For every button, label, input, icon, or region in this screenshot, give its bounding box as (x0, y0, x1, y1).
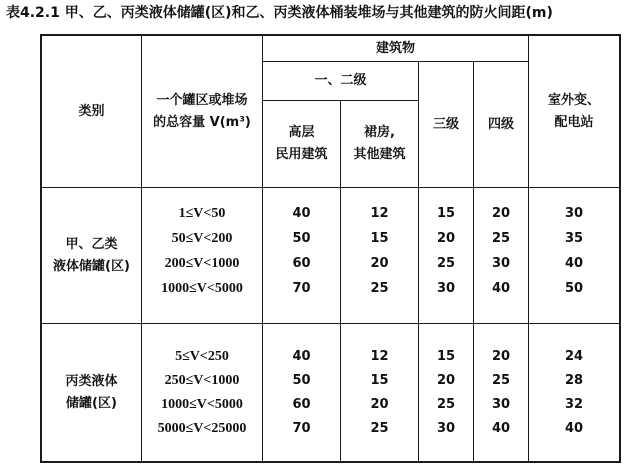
grade4-distance: 30 (491, 255, 511, 271)
grade3-distance: 25 (436, 397, 456, 412)
table-row (142, 369, 619, 393)
grade4-distance: 30 (491, 397, 511, 412)
grade4-distance: 25 (491, 230, 511, 246)
highrise-distance: 40 (292, 205, 311, 221)
header-substation: 室外变、 配电站 (547, 92, 600, 130)
substation-distance: 30 (564, 205, 584, 221)
podium-distance: 15 (370, 230, 389, 246)
table-title: 表4.2.1 甲、乙、丙类液体储罐(区)和乙、丙类液体桶装堆场与其他建筑的防火间距(m) (6, 5, 553, 21)
highrise-distance: 60 (292, 397, 311, 412)
substation-distance: 24 (564, 349, 584, 364)
substation-distance: 40 (564, 421, 584, 436)
table-row (142, 251, 619, 276)
highrise-distance: 40 (292, 349, 311, 364)
table-row (142, 226, 619, 251)
table-row (142, 345, 619, 369)
grade3-distance: 20 (436, 373, 456, 388)
header-building: 建筑物 (375, 40, 415, 56)
capacity-range: 1000≤V<5000 (161, 280, 243, 296)
table-row (142, 417, 619, 441)
substation-distance: 35 (564, 230, 584, 246)
highrise-distance: 70 (292, 421, 311, 436)
grade3-distance: 25 (436, 255, 456, 271)
header-podium: 裙房, 其他建筑 (353, 125, 406, 162)
border-bottom (40, 461, 621, 463)
group-category: 丙类液体 储罐(区) (65, 373, 118, 411)
capacity-range: 5000≤V<25000 (157, 421, 247, 436)
fire-distance-table (40, 34, 621, 462)
podium-distance: 15 (370, 373, 389, 388)
podium-distance: 25 (370, 421, 389, 436)
highrise-distance: 70 (292, 280, 311, 296)
substation-distance: 50 (564, 280, 584, 296)
table-row (142, 393, 619, 417)
capacity-range: 1000≤V<5000 (161, 397, 243, 412)
header-grade-3: 三级 (432, 116, 459, 132)
grade4-distance: 40 (491, 280, 511, 296)
header-grade-1-2: 一、二级 (314, 73, 367, 88)
header-capacity: 一个罐区或堆场 的总容量 V(m³) (153, 92, 251, 130)
podium-distance: 25 (370, 280, 389, 296)
grade4-distance: 20 (491, 205, 511, 221)
grade3-distance: 30 (436, 280, 456, 296)
capacity-range: 50≤V<200 (171, 230, 233, 246)
capacity-range: 1≤V<50 (178, 205, 226, 221)
border-right (619, 34, 621, 463)
capacity-range: 250≤V<1000 (164, 373, 240, 388)
table-row (142, 201, 619, 226)
grade4-distance: 40 (491, 421, 511, 436)
grade4-distance: 25 (491, 373, 511, 388)
capacity-range: 5≤V<250 (175, 349, 229, 364)
substation-distance: 32 (564, 397, 584, 412)
highrise-distance: 60 (292, 255, 311, 271)
grade3-distance: 15 (436, 205, 456, 221)
podium-distance: 20 (370, 397, 389, 412)
grade3-distance: 30 (436, 421, 456, 436)
podium-distance: 12 (370, 349, 389, 364)
group-category: 甲、乙类 液体储罐(区) (53, 236, 130, 274)
capacity-range: 200≤V<1000 (164, 255, 240, 271)
substation-distance: 28 (564, 373, 584, 388)
highrise-distance: 50 (292, 373, 311, 388)
grade3-distance: 15 (436, 349, 456, 364)
grade3-distance: 20 (436, 230, 456, 246)
header-highrise: 高层 民用建筑 (275, 125, 328, 162)
header-category: 类别 (78, 103, 105, 119)
table-row (142, 276, 619, 301)
podium-distance: 20 (370, 255, 389, 271)
podium-distance: 12 (370, 205, 389, 221)
header-grade-4: 四级 (487, 116, 514, 132)
grade4-distance: 20 (491, 349, 511, 364)
highrise-distance: 50 (292, 230, 311, 246)
substation-distance: 40 (564, 255, 584, 271)
